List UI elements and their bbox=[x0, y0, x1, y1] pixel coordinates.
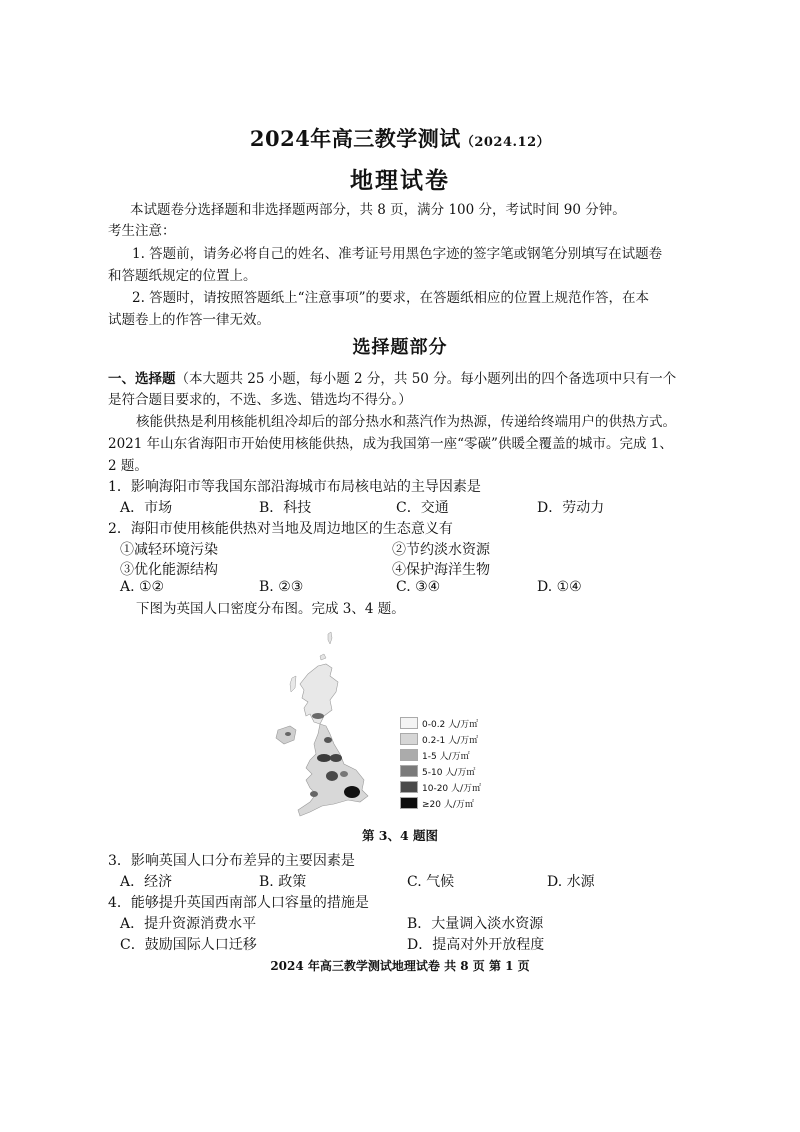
exam-date: （2024.12） bbox=[460, 135, 551, 150]
question-3-option-d: D. 水源 bbox=[547, 874, 595, 890]
legend-item bbox=[400, 795, 500, 811]
uk-map-graphic bbox=[260, 630, 400, 830]
note-1-line-a: 1. 答题前，请务必将自己的姓名、准考证号用黑色字迹的签字笔或钢笔分别填写在试题卷 bbox=[132, 246, 663, 262]
note-1-line-b: 和答题纸规定的位置上。 bbox=[108, 268, 257, 284]
passage-1-line-1: 核能供热是利用核能机组冷却后的部分热水和蒸汽作为热源，传递给终端用户的供热方式。 bbox=[136, 414, 676, 430]
question-2-item-2: ②节约淡水资源 bbox=[392, 542, 490, 558]
exam-title-text: 2024年高三教学测试 bbox=[249, 126, 461, 151]
legend-item bbox=[400, 731, 500, 747]
note-2-line-b: 试题卷上的作答一律无效。 bbox=[108, 312, 270, 328]
legend-label: 10-20 人/万㎡ bbox=[422, 783, 482, 794]
legend-item bbox=[400, 779, 500, 795]
question-2-option-c: C. ③④ bbox=[396, 579, 441, 595]
question-2-item-1: ①减轻环境污染 bbox=[120, 542, 218, 558]
part-desc-a: （本大题共 25 小题，每小题 2 分，共 50 分。每小题列出的四个备选项中只有一个 bbox=[175, 371, 677, 387]
legend-swatch bbox=[400, 765, 418, 777]
question-2-option-a: A. ①② bbox=[120, 579, 165, 595]
legend-item bbox=[400, 763, 500, 779]
intro-line: 本试题卷分选择题和非选择题两部分，共 8 页，满分 100 分，考试时间 90 分钟。 bbox=[130, 202, 626, 218]
exam-subtitle: 地理试卷 bbox=[350, 167, 450, 194]
uk-population-map bbox=[260, 630, 400, 830]
legend-label: ≥20 人/万㎡ bbox=[422, 799, 474, 810]
legend-swatch bbox=[400, 797, 418, 809]
question-2-option-d: D. ①④ bbox=[537, 579, 582, 595]
question-4-option-c: C．鼓励国际人口迁移 bbox=[120, 937, 257, 953]
question-1-option-c: C．交通 bbox=[396, 500, 449, 516]
page-footer: 2024 年高三教学测试地理试卷 共 8 页 第 1 页 bbox=[270, 959, 530, 973]
section-title: 选择题部分 bbox=[352, 337, 448, 358]
legend-label: 0-0.2 人/万㎡ bbox=[422, 719, 479, 730]
notice-label: 考生注意： bbox=[108, 223, 176, 239]
question-3-stem: 3．影响英国人口分布差异的主要因素是 bbox=[108, 853, 355, 869]
question-2-item-4: ④保护海洋生物 bbox=[392, 562, 490, 578]
part-label: 一、选择题 bbox=[108, 371, 176, 387]
legend-swatch bbox=[400, 749, 418, 761]
part-desc-b: 是符合题目要求的，不选、多选、错选均不得分。） bbox=[108, 392, 412, 408]
legend-swatch bbox=[400, 733, 418, 745]
question-2-item-3: ③优化能源结构 bbox=[120, 562, 218, 578]
question-4-option-a: A．提升资源消费水平 bbox=[120, 916, 257, 932]
exam-title bbox=[0, 123, 800, 153]
question-3-option-a: A．经济 bbox=[120, 874, 173, 890]
question-1-stem: 1．影响海阳市等我国东部沿海城市布局核电站的主导因素是 bbox=[108, 479, 481, 495]
question-4-option-d: D．提高对外开放程度 bbox=[407, 937, 545, 953]
map-legend bbox=[400, 715, 500, 811]
question-4-option-b: B．大量调入淡水资源 bbox=[407, 916, 544, 932]
question-1-option-b: B．科技 bbox=[259, 500, 312, 516]
legend-item bbox=[400, 747, 500, 763]
figure-caption: 第 3、4 题图 bbox=[361, 828, 439, 843]
question-1-option-a: A．市场 bbox=[120, 500, 173, 516]
question-2-option-b: B. ②③ bbox=[259, 579, 304, 595]
question-3-option-c: C. 气候 bbox=[407, 874, 455, 890]
part-heading bbox=[108, 369, 676, 389]
question-2-stem: 2．海阳市使用核能供热对当地及周边地区的生态意义有 bbox=[108, 521, 453, 537]
passage-2-line: 下图为英国人口密度分布图。完成 3、4 题。 bbox=[136, 601, 405, 617]
question-3-option-b: B. 政策 bbox=[259, 874, 307, 890]
legend-swatch bbox=[400, 717, 418, 729]
note-2-line-a: 2. 答题时，请按照答题纸上“注意事项”的要求，在答题纸相应的位置上规范作答，在本 bbox=[132, 290, 649, 306]
legend-item bbox=[400, 715, 500, 731]
question-4-stem: 4．能够提升英国西南部人口容量的措施是 bbox=[108, 895, 369, 911]
question-1-option-d: D．劳动力 bbox=[537, 500, 605, 516]
legend-swatch bbox=[400, 781, 418, 793]
passage-1-line-3: 2 题。 bbox=[108, 458, 148, 474]
passage-1-line-2: 2021 年山东省海阳市开始使用核能供热，成为我国第一座“零碳”供暖全覆盖的城市。完成 1、 bbox=[108, 436, 673, 452]
legend-label: 0.2-1 人/万㎡ bbox=[422, 735, 479, 746]
legend-label: 5-10 人/万㎡ bbox=[422, 767, 476, 778]
legend-label: 1-5 人/万㎡ bbox=[422, 751, 470, 762]
